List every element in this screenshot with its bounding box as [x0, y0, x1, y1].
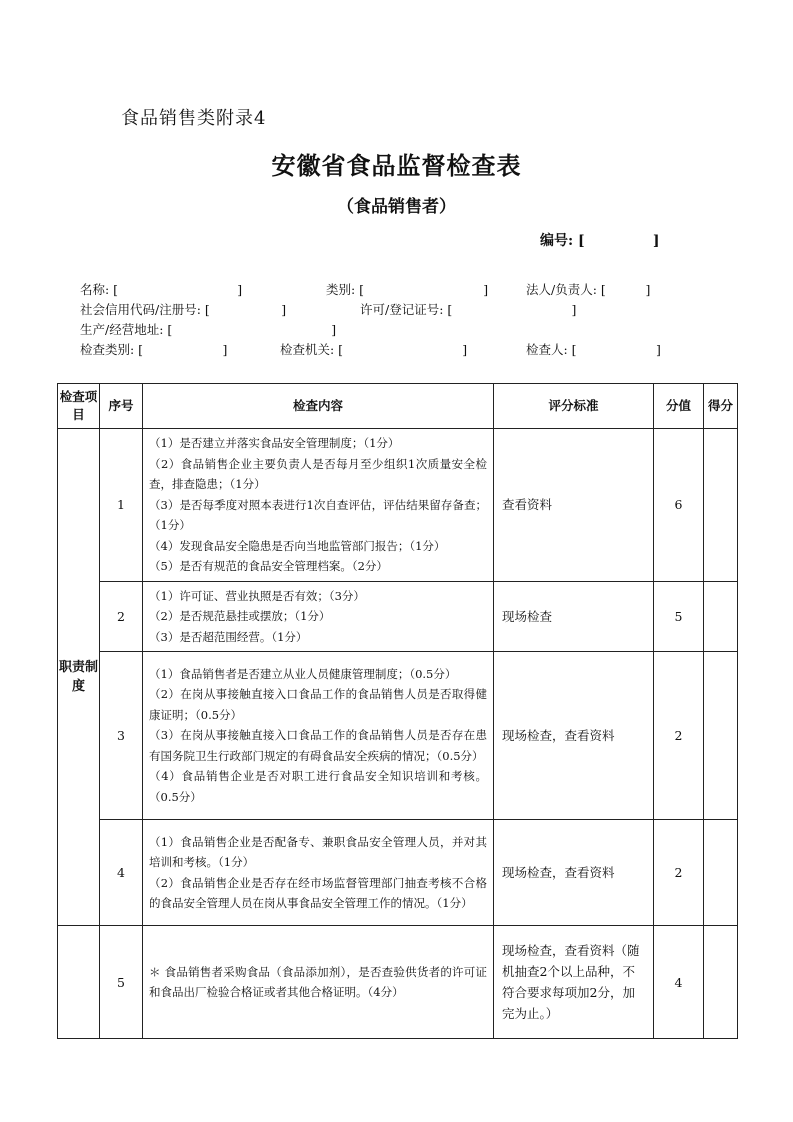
header-standard: 评分标准 — [494, 384, 654, 429]
appendix-label: 食品销售类附录4 — [121, 108, 267, 129]
content-line: （2）是否规范悬挂或摆放；（1分） — [149, 609, 331, 623]
table-row — [58, 429, 738, 582]
content-line: （4）食品销售企业是否对职工进行食品安全知识培训和考核。（0.5分） — [149, 769, 487, 804]
address-field[interactable]: 生产/经营地址: [ ] — [80, 322, 337, 337]
header-item: 检查项目 — [58, 384, 100, 429]
content-line: （2）食品销售企业主要负责人是否每月至少组织1次质量安全检查，排查隐患；（1分） — [149, 456, 487, 491]
content-line: （3）是否每季度对照本表进行1次自查评估，评估结果留存备查；（1分） — [149, 497, 487, 532]
got-cell[interactable] — [704, 926, 738, 1039]
content-cell — [143, 581, 494, 652]
info-row-1 — [80, 280, 700, 300]
info-fields — [80, 280, 700, 360]
content-line: （1）食品销售者是否建立从业人员健康管理制度；（0.5分） — [149, 666, 457, 681]
header-score: 分值 — [654, 384, 704, 429]
content-line: （1）许可证、营业执照是否有效；（3分） — [149, 588, 365, 603]
serial-number-field[interactable]: 编号: [ ] — [540, 233, 660, 249]
page-title: 安徽省食品监督检查表 — [271, 151, 522, 180]
credit-code-field[interactable]: 社会信用代码/注册号: [ ] — [80, 302, 287, 317]
seq-cell: 2 — [100, 581, 143, 652]
table-row — [58, 581, 738, 652]
info-row-3 — [80, 320, 700, 340]
seq-cell: 1 — [100, 429, 143, 582]
name-field[interactable]: 名称: [ ] — [80, 282, 243, 297]
content-line: （3）是否超范围经营。（1分） — [149, 629, 308, 644]
got-cell[interactable] — [704, 820, 738, 926]
legal-person-field[interactable]: 法人/负责人: [ ] — [526, 282, 651, 297]
info-row-4 — [80, 340, 700, 360]
content-line: （5）是否有规范的食品安全管理档案。（2分） — [149, 559, 388, 573]
table-row — [58, 652, 738, 820]
seq-cell: 5 — [100, 926, 143, 1039]
seq-cell: 3 — [100, 652, 143, 820]
inspection-type-field[interactable]: 检查类别: [ ] — [80, 342, 228, 357]
content-cell — [143, 652, 494, 820]
standard-cell: 现场检查，查看资料 — [494, 820, 654, 926]
score-cell: 5 — [654, 581, 704, 652]
standard-cell: 现场检查，查看资料 — [494, 652, 654, 820]
header-content: 检查内容 — [143, 384, 494, 429]
content-cell — [143, 926, 494, 1039]
inspection-table — [57, 383, 738, 1039]
standard-cell: 查看资料 — [494, 429, 654, 582]
got-cell[interactable] — [704, 581, 738, 652]
category-field[interactable]: 类别: [ ] — [326, 282, 489, 297]
score-cell: 6 — [654, 429, 704, 582]
score-cell: 2 — [654, 652, 704, 820]
seq-cell: 4 — [100, 820, 143, 926]
content-line: （1）食品销售企业是否配备专、兼职食品安全管理人员，并对其培训和考核。（1分） — [149, 834, 487, 869]
inspector-field[interactable]: 检查人: [ ] — [526, 342, 661, 357]
license-number-field[interactable]: 许可/登记证号: [ ] — [360, 302, 577, 317]
score-cell: 4 — [654, 926, 704, 1039]
content-line: （2）食品销售企业是否存在经市场监督管理部门抽查考核不合格的食品安全管理人员在岗从事食品安全管理工作的情况。（1分） — [149, 875, 487, 910]
content-line: （2）在岗从事接触直接入口食品工作的食品销售人员是否取得健康证明；（0.5分） — [149, 687, 487, 722]
content-line: （3）在岗从事接触直接入口食品工作的食品销售人员是否存在患有国务院卫生行政部门规定的有碍食品安全疾病的情况；（0.5分） — [149, 728, 487, 763]
got-cell[interactable] — [704, 652, 738, 820]
got-cell[interactable] — [704, 429, 738, 582]
content-line: （4）发现食品安全隐患是否向当地监管部门报告；（1分） — [149, 538, 446, 553]
score-cell: 2 — [654, 820, 704, 926]
page-subtitle: （食品销售者） — [337, 197, 456, 217]
content-cell — [143, 820, 494, 926]
info-row-2 — [80, 300, 700, 320]
content-line: （1）是否建立并落实食品安全管理制度；（1分） — [149, 436, 400, 450]
standard-cell: 现场检查 — [494, 581, 654, 652]
header-got: 得分 — [704, 384, 738, 429]
header-seq: 序号 — [100, 384, 143, 429]
content-line: ＊ 食品销售者采购食品（食品添加剂），是否查验供货者的许可证和食品出厂检验合格证或者其他合格证明。（4分） — [149, 964, 487, 999]
standard-cell: 现场检查，查看资料（随机抽查2个以上品种，不符合要求每项加2分，加完为止。） — [494, 926, 654, 1039]
category-cell: 职责制度 — [58, 429, 100, 926]
table-row — [58, 820, 738, 926]
table-row — [58, 926, 738, 1039]
category-cell-empty — [58, 926, 100, 1039]
inspection-org-field[interactable]: 检查机关: [ ] — [280, 342, 468, 357]
content-cell — [143, 429, 494, 582]
table-header-row — [58, 384, 738, 429]
